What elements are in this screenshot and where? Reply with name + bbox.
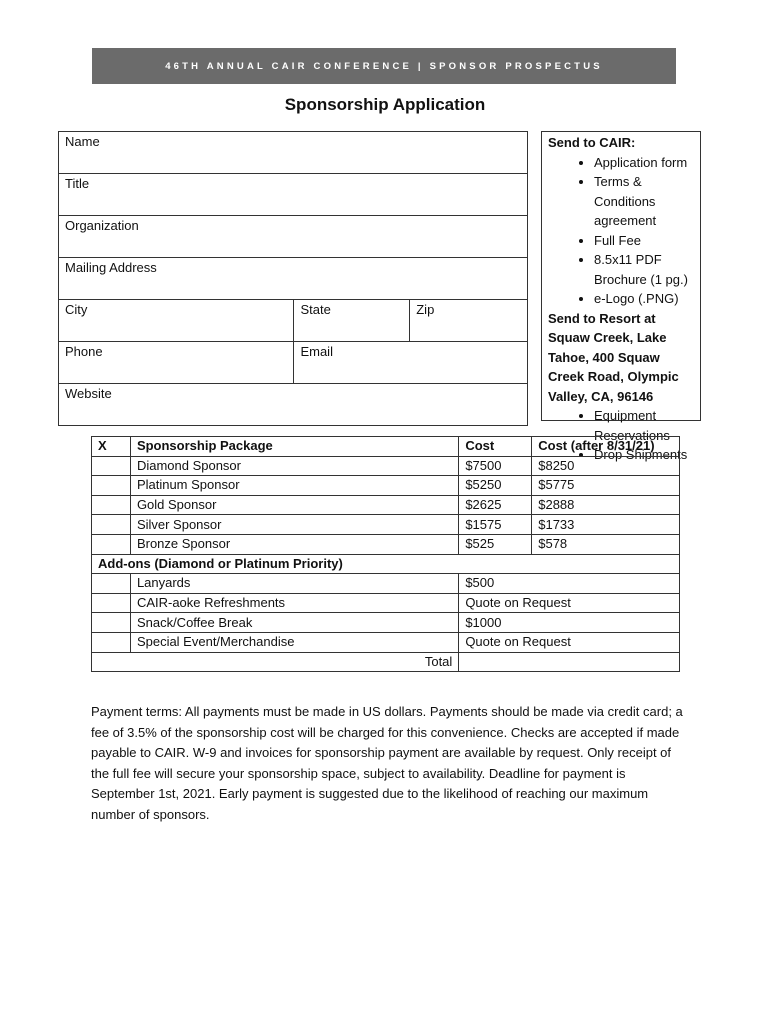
send-to-cair-heading: Send to CAIR: — [548, 135, 636, 150]
addon-cost: $500 — [459, 574, 680, 594]
addon-name: Special Event/Merchandise — [130, 632, 458, 652]
header-banner — [92, 48, 676, 84]
mailing-address-label: Mailing Address — [65, 260, 157, 275]
addon-name: Snack/Coffee Break — [130, 613, 458, 633]
table-row — [92, 534, 680, 554]
send-to-resort-heading: Send to Resort at Squaw Creek, Lake Tahoe, 400 Squaw Creek Road, Olympic Valley, CA, 96146 — [548, 310, 679, 404]
select-checkbox-cell[interactable] — [92, 476, 131, 496]
banner-text: 46TH ANNUAL CAIR CONFERENCE | SPONSOR PROSPECTUS — [165, 60, 603, 72]
title-field[interactable] — [59, 174, 528, 216]
addons-heading: Add-ons (Diamond or Platinum Priority) — [92, 554, 680, 574]
addon-cost: Quote on Request — [459, 593, 680, 613]
organization-field[interactable] — [59, 216, 528, 258]
table-row — [92, 593, 680, 613]
list-item: • 8.5x11 PDF Brochure (1 pg.) — [594, 250, 694, 289]
addons-heading-row — [92, 554, 680, 574]
select-checkbox-cell[interactable] — [92, 456, 131, 476]
total-label: Total — [92, 652, 459, 672]
zip-field[interactable] — [410, 300, 528, 342]
select-checkbox-cell[interactable] — [92, 593, 131, 613]
addon-cost: $1000 — [459, 613, 680, 633]
package-cost-after: $1733 — [532, 515, 680, 535]
select-checkbox-cell[interactable] — [92, 632, 131, 652]
website-label: Website — [65, 386, 112, 401]
package-cost: $7500 — [459, 456, 532, 476]
city-field[interactable] — [59, 300, 294, 342]
select-checkbox-cell[interactable] — [92, 495, 131, 515]
header-x: X — [92, 437, 131, 457]
header-cost-after: Cost (after 8/31/21) — [532, 437, 680, 457]
package-name: Diamond Sponsor — [130, 456, 458, 476]
addon-name: CAIR-aoke Refreshments — [130, 593, 458, 613]
package-cost-after: $2888 — [532, 495, 680, 515]
contact-form — [58, 131, 528, 426]
header-package: Sponsorship Package — [130, 437, 458, 457]
send-to-cair-list — [548, 153, 694, 309]
package-name: Bronze Sponsor — [130, 534, 458, 554]
mailing-address-field[interactable] — [59, 258, 528, 300]
email-field[interactable] — [294, 342, 528, 384]
header-cost: Cost — [459, 437, 532, 457]
phone-label: Phone — [65, 344, 103, 359]
total-row — [92, 652, 680, 672]
package-name: Silver Sponsor — [130, 515, 458, 535]
package-cost: $5250 — [459, 476, 532, 496]
table-row — [92, 456, 680, 476]
table-row — [92, 515, 680, 535]
table-row — [92, 495, 680, 515]
select-checkbox-cell[interactable] — [92, 515, 131, 535]
email-label: Email — [300, 344, 333, 359]
title-label: Title — [65, 176, 90, 191]
list-item: • Terms & Conditions agreement — [594, 172, 694, 231]
package-cost-after: $578 — [532, 534, 680, 554]
table-row — [92, 613, 680, 633]
sponsorship-table — [91, 436, 680, 672]
phone-field[interactable] — [59, 342, 294, 384]
package-name: Gold Sponsor — [130, 495, 458, 515]
state-field[interactable] — [294, 300, 410, 342]
table-row — [92, 574, 680, 594]
state-label: State — [300, 302, 331, 317]
page-title: Sponsorship Application — [284, 95, 486, 114]
list-item: • Application form — [594, 153, 694, 173]
package-cost-after: $8250 — [532, 456, 680, 476]
name-field[interactable] — [59, 132, 528, 174]
table-row — [92, 476, 680, 496]
name-label: Name — [65, 134, 100, 149]
website-field[interactable] — [59, 384, 528, 426]
package-cost: $525 — [459, 534, 532, 554]
addon-cost: Quote on Request — [459, 632, 680, 652]
organization-label: Organization — [65, 218, 139, 233]
addon-name: Lanyards — [130, 574, 458, 594]
table-row — [92, 632, 680, 652]
list-item: • Drop Shipments — [594, 445, 694, 465]
total-value-field[interactable] — [459, 652, 680, 672]
payment-terms: Payment terms: All payments must be made in US dollars. Payments should be made via credit card; a fee of 3.5% of the sponsorship cost will be charged for this convenience. Checks are accepted if made payable to CAIR. W-9 and invoices for sponsorship payment are available by request. Only receipt of the full fee will secure your sponsorship space, subject to availability. Deadline for payment is September 1st, 2021. Early payment is suggested due to the likelihood of reaching our maximum number of sponsors. — [91, 704, 683, 822]
package-cost-after: $5775 — [532, 476, 680, 496]
package-cost: $1575 — [459, 515, 532, 535]
package-cost: $2625 — [459, 495, 532, 515]
zip-label: Zip — [416, 302, 435, 317]
select-checkbox-cell[interactable] — [92, 574, 131, 594]
select-checkbox-cell[interactable] — [92, 534, 131, 554]
package-name: Platinum Sponsor — [130, 476, 458, 496]
list-item: • Full Fee — [594, 231, 694, 251]
city-label: City — [65, 302, 88, 317]
list-item: • Equipment Reservations — [594, 406, 694, 445]
list-item: • e-Logo (.PNG) — [594, 289, 694, 309]
select-checkbox-cell[interactable] — [92, 613, 131, 633]
